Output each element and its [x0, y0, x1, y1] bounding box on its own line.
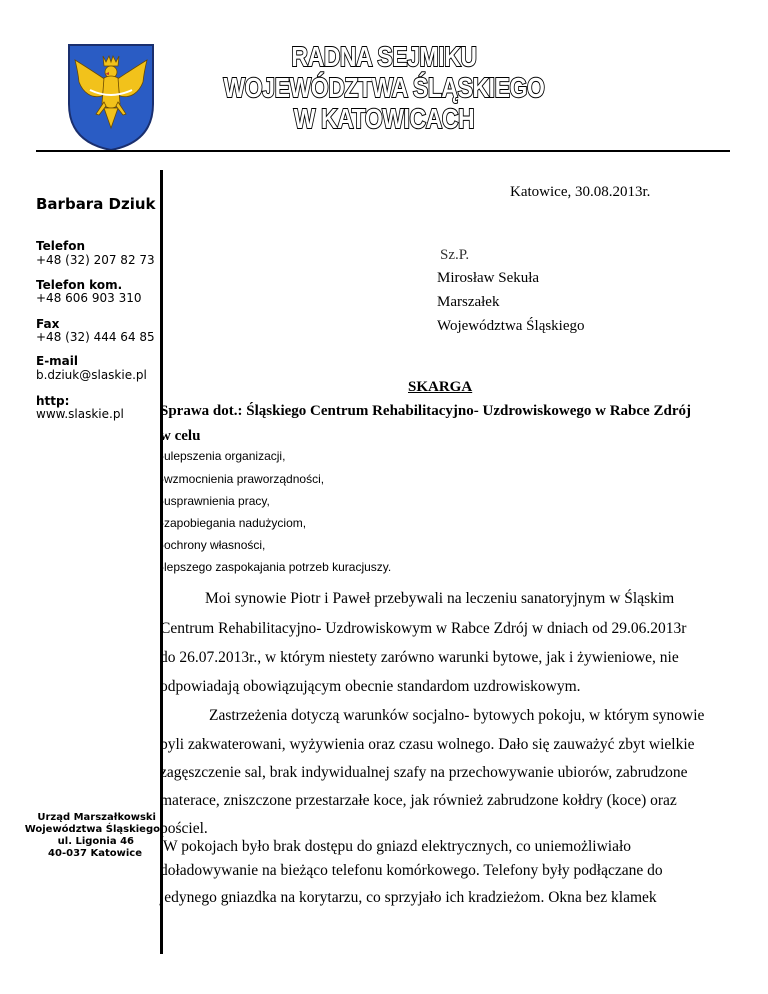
body-line: Zastrzeżenia dotyczą warunków socjalno- bytowych pokoju, w którym synowie — [209, 707, 705, 724]
recipient-title: Marszałek — [437, 294, 500, 310]
body-line: jedynego gniazdka na korytarzu, co sprzyjało ich kradzieżom. Okna bez klamek — [160, 889, 657, 906]
body-line: materace, zniszczone przestarzałe koce, jak również zabrudzone kołdry (koce) oraz — [160, 792, 677, 809]
mobile-value: +48 606 903 310 — [36, 291, 142, 305]
goal-item: -wzmocnienia praworządności, — [160, 472, 325, 486]
email-link[interactable]: b.dziuk@slaskie.pl — [36, 368, 147, 382]
body-line: Moi synowie Piotr i Paweł przebywali na leczeniu sanatoryjnym w Śląskim — [205, 590, 675, 607]
office-line-4: 40-037 Katowice — [48, 848, 142, 859]
horizontal-divider — [36, 150, 730, 152]
mobile-label: Telefon kom. — [36, 278, 123, 292]
phone-label: Telefon — [36, 239, 85, 253]
subject-line-2: w celu — [160, 428, 201, 444]
fax-label: Fax — [36, 317, 60, 331]
letter-date: Katowice, 30.08.2013r. — [510, 184, 651, 200]
recipient-name: Mirosław Sekuła — [437, 270, 540, 286]
sender-name: Barbara Dziuk — [36, 195, 156, 213]
goal-item: -ochrony własności, — [160, 538, 266, 552]
body-line: do 26.07.2013r., w którym niestety zarówno warunki bytowe, jak i żywieniowe, nie — [160, 649, 679, 666]
recipient-salutation: Sz.P. — [440, 247, 470, 263]
goal-item: -usprawnienia pracy, — [160, 494, 270, 508]
recipient-region: Województwa Śląskiego — [437, 318, 585, 334]
office-line-1: Urząd Marszałkowski — [37, 812, 156, 823]
body-line: Centrum Rehabilitacyjno- Uzdrowiskowym w Rabce Zdrój w dniach od 29.06.2013r — [160, 620, 687, 637]
header-line-3: W KATOWICACH — [293, 103, 475, 134]
office-line-2: Województwa Śląskiego — [24, 824, 160, 835]
fax-value: +48 (32) 444 64 85 — [36, 330, 155, 344]
body-line: odpowiadają obowiązującym obecnie standardom uzdrowiskowym. — [160, 678, 581, 695]
body-line: byli zakwaterowani, wyżywienia oraz czasu wolnego. Dało się zauważyć zbyt wielkie — [160, 736, 695, 753]
header-line-2: WOJEWÓDZTWA ŚLĄSKIEGO — [223, 72, 545, 103]
body-line: zagęszczenie sal, brak indywidualnej szafy na przechowywanie ubiorów, zabrudzone — [160, 764, 688, 781]
email-label: E-mail — [36, 354, 79, 368]
body-line: W pokojach było brak dostępu do gniazd elektrycznych, co uniemożliwiało — [163, 838, 632, 855]
document-title: SKARGA — [408, 379, 473, 395]
body-line: doładowywanie na bieżąco telefonu komórkowego. Telefony były podłączane do — [160, 862, 663, 879]
body-line: pościel. — [160, 820, 208, 837]
header-line-1: RADNA SEJMIKU — [291, 41, 477, 72]
website-link[interactable]: www.slaskie.pl — [36, 407, 124, 421]
goal-item: -ulepszenia organizacji, — [160, 449, 286, 463]
office-address — [0, 812, 160, 860]
subject-line-1: Sprawa dot.: Śląskiego Centrum Rehabilitacyjno- Uzdrowiskowego w Rabce Zdrój — [160, 403, 691, 419]
goal-item: -lepszego zaspokajania potrzeb kuracjuszy. — [160, 560, 392, 574]
phone-value: +48 (32) 207 82 73 — [36, 253, 155, 267]
goal-item: -zapobiegania nadużyciom, — [160, 516, 307, 530]
http-label: http: — [36, 394, 70, 408]
office-line-3: ul. Ligonia 46 — [57, 836, 134, 847]
